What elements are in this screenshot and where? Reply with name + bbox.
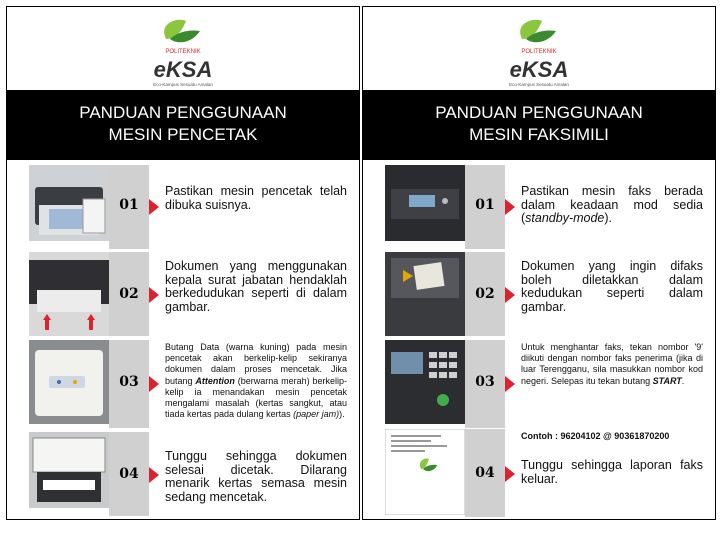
svg-text:POLITEKNIK: POLITEKNIK — [521, 49, 557, 55]
step-number: 02 — [475, 286, 495, 302]
printer-photo-02 — [29, 252, 109, 336]
svg-text:eKSA: eKSA — [509, 57, 569, 82]
fax-step-03 — [363, 340, 715, 428]
printer-step-01 — [7, 165, 359, 249]
fax-title-line2: MESIN FAKSIMILI — [469, 125, 609, 144]
step-number-box — [465, 340, 505, 428]
attention-label: Attention — [195, 375, 235, 386]
step-text: Tunggu sehingga laporan faks keluar. — [521, 458, 703, 486]
step-number-box — [465, 429, 505, 517]
red-arrow-icon — [505, 466, 515, 482]
fax-photo-04 — [385, 429, 465, 515]
fax-guide-panel — [362, 6, 716, 520]
svg-text:Eco-Kampus Sesuatu Amalan: Eco-Kampus Sesuatu Amalan — [509, 82, 569, 87]
printer-step-04 — [7, 432, 359, 516]
red-arrow-icon — [505, 287, 515, 303]
step-text: Pastikan mesin faks berada dalam keadaan mod sedia (standby-mode). — [521, 184, 703, 225]
step-number: 04 — [119, 466, 139, 482]
svg-text:Eco-Kampus Sesuatu Amalan: Eco-Kampus Sesuatu Amalan — [153, 82, 213, 87]
printer-title-line2: MESIN PENCETAK — [108, 125, 258, 144]
printer-step-03 — [7, 340, 359, 428]
red-arrow-icon — [149, 199, 159, 215]
printer-title-line1: PANDUAN PENGGUNAAN — [79, 103, 287, 122]
step-number: 03 — [475, 374, 495, 390]
step-number: 03 — [119, 374, 139, 390]
fax-photo-01 — [385, 165, 465, 241]
svg-text:eKSA: eKSA — [153, 57, 213, 82]
step-text: Pastikan mesin pencetak telah dibuka suisnya. — [165, 184, 347, 212]
red-arrow-icon — [149, 376, 159, 392]
printer-step-02 — [7, 252, 359, 336]
step-text: Dokumen yang ingin difaks boleh diletakkan dalam kedudukan seperti dalam gambar. — [521, 259, 703, 314]
fax-step-04 — [363, 429, 715, 517]
step-number-box — [109, 165, 149, 249]
step-text: Tunggu sehingga dokumen selesai dicetak. Dilarang menarik kertas semasa mesin sedang mencetak. — [165, 449, 347, 504]
step-text: Untuk menghantar faks, tekan nombor '9' diikuti dengan nombor faks penerima (jika di luar Terengganu, sila masukkan nombor kod negeri. Selepas itu tekan butang START. — [521, 342, 703, 386]
step-number: 01 — [119, 197, 139, 213]
step-number-box — [109, 432, 149, 516]
step-number: 04 — [475, 465, 495, 481]
step-number-box — [109, 340, 149, 428]
eksa-logo — [363, 15, 715, 93]
printer-photo-04 — [29, 432, 109, 508]
fax-example: Contoh : 96204102 @ 90361870200 — [521, 431, 670, 441]
step-number: 01 — [475, 197, 495, 213]
svg-text:POLITEKNIK: POLITEKNIK — [165, 49, 201, 55]
fax-photo-02 — [385, 252, 465, 336]
standby-label: standby-mode — [525, 211, 605, 225]
fax-title-line1: PANDUAN PENGGUNAAN — [435, 103, 643, 122]
start-label: START — [652, 375, 682, 386]
fax-step-02 — [363, 252, 715, 336]
red-arrow-icon — [149, 287, 159, 303]
eksa-logo — [7, 15, 359, 93]
printer-photo-01 — [29, 165, 109, 241]
step-number-box — [109, 252, 149, 336]
step-number-box — [465, 165, 505, 249]
red-arrow-icon — [505, 376, 515, 392]
step-number: 02 — [119, 286, 139, 302]
red-arrow-icon — [505, 199, 515, 215]
printer-title — [7, 90, 359, 160]
fax-photo-03 — [385, 340, 465, 424]
fax-title — [363, 90, 715, 160]
red-arrow-icon — [149, 467, 159, 483]
fax-step-01 — [363, 165, 715, 249]
step-text: Dokumen yang menggunakan kepala surat jabatan hendaklah berkedudukan seperti di dalam gambar. — [165, 259, 347, 314]
step-number-box — [465, 252, 505, 336]
printer-photo-03 — [29, 340, 109, 424]
printer-guide-panel — [6, 6, 360, 520]
step-text: Butang Data (warna kuning) pada mesin pencetak akan berkelip-kelip sekiranya dokumen dalam proses mencetak. Jika butang Attention (berwarna merah) berkelip-kelip ia menandakan mesin pencetak mengalami masalah (kertas sangkut, atau tiada kertas pada dulang kertas (paper jam)). — [165, 342, 347, 420]
